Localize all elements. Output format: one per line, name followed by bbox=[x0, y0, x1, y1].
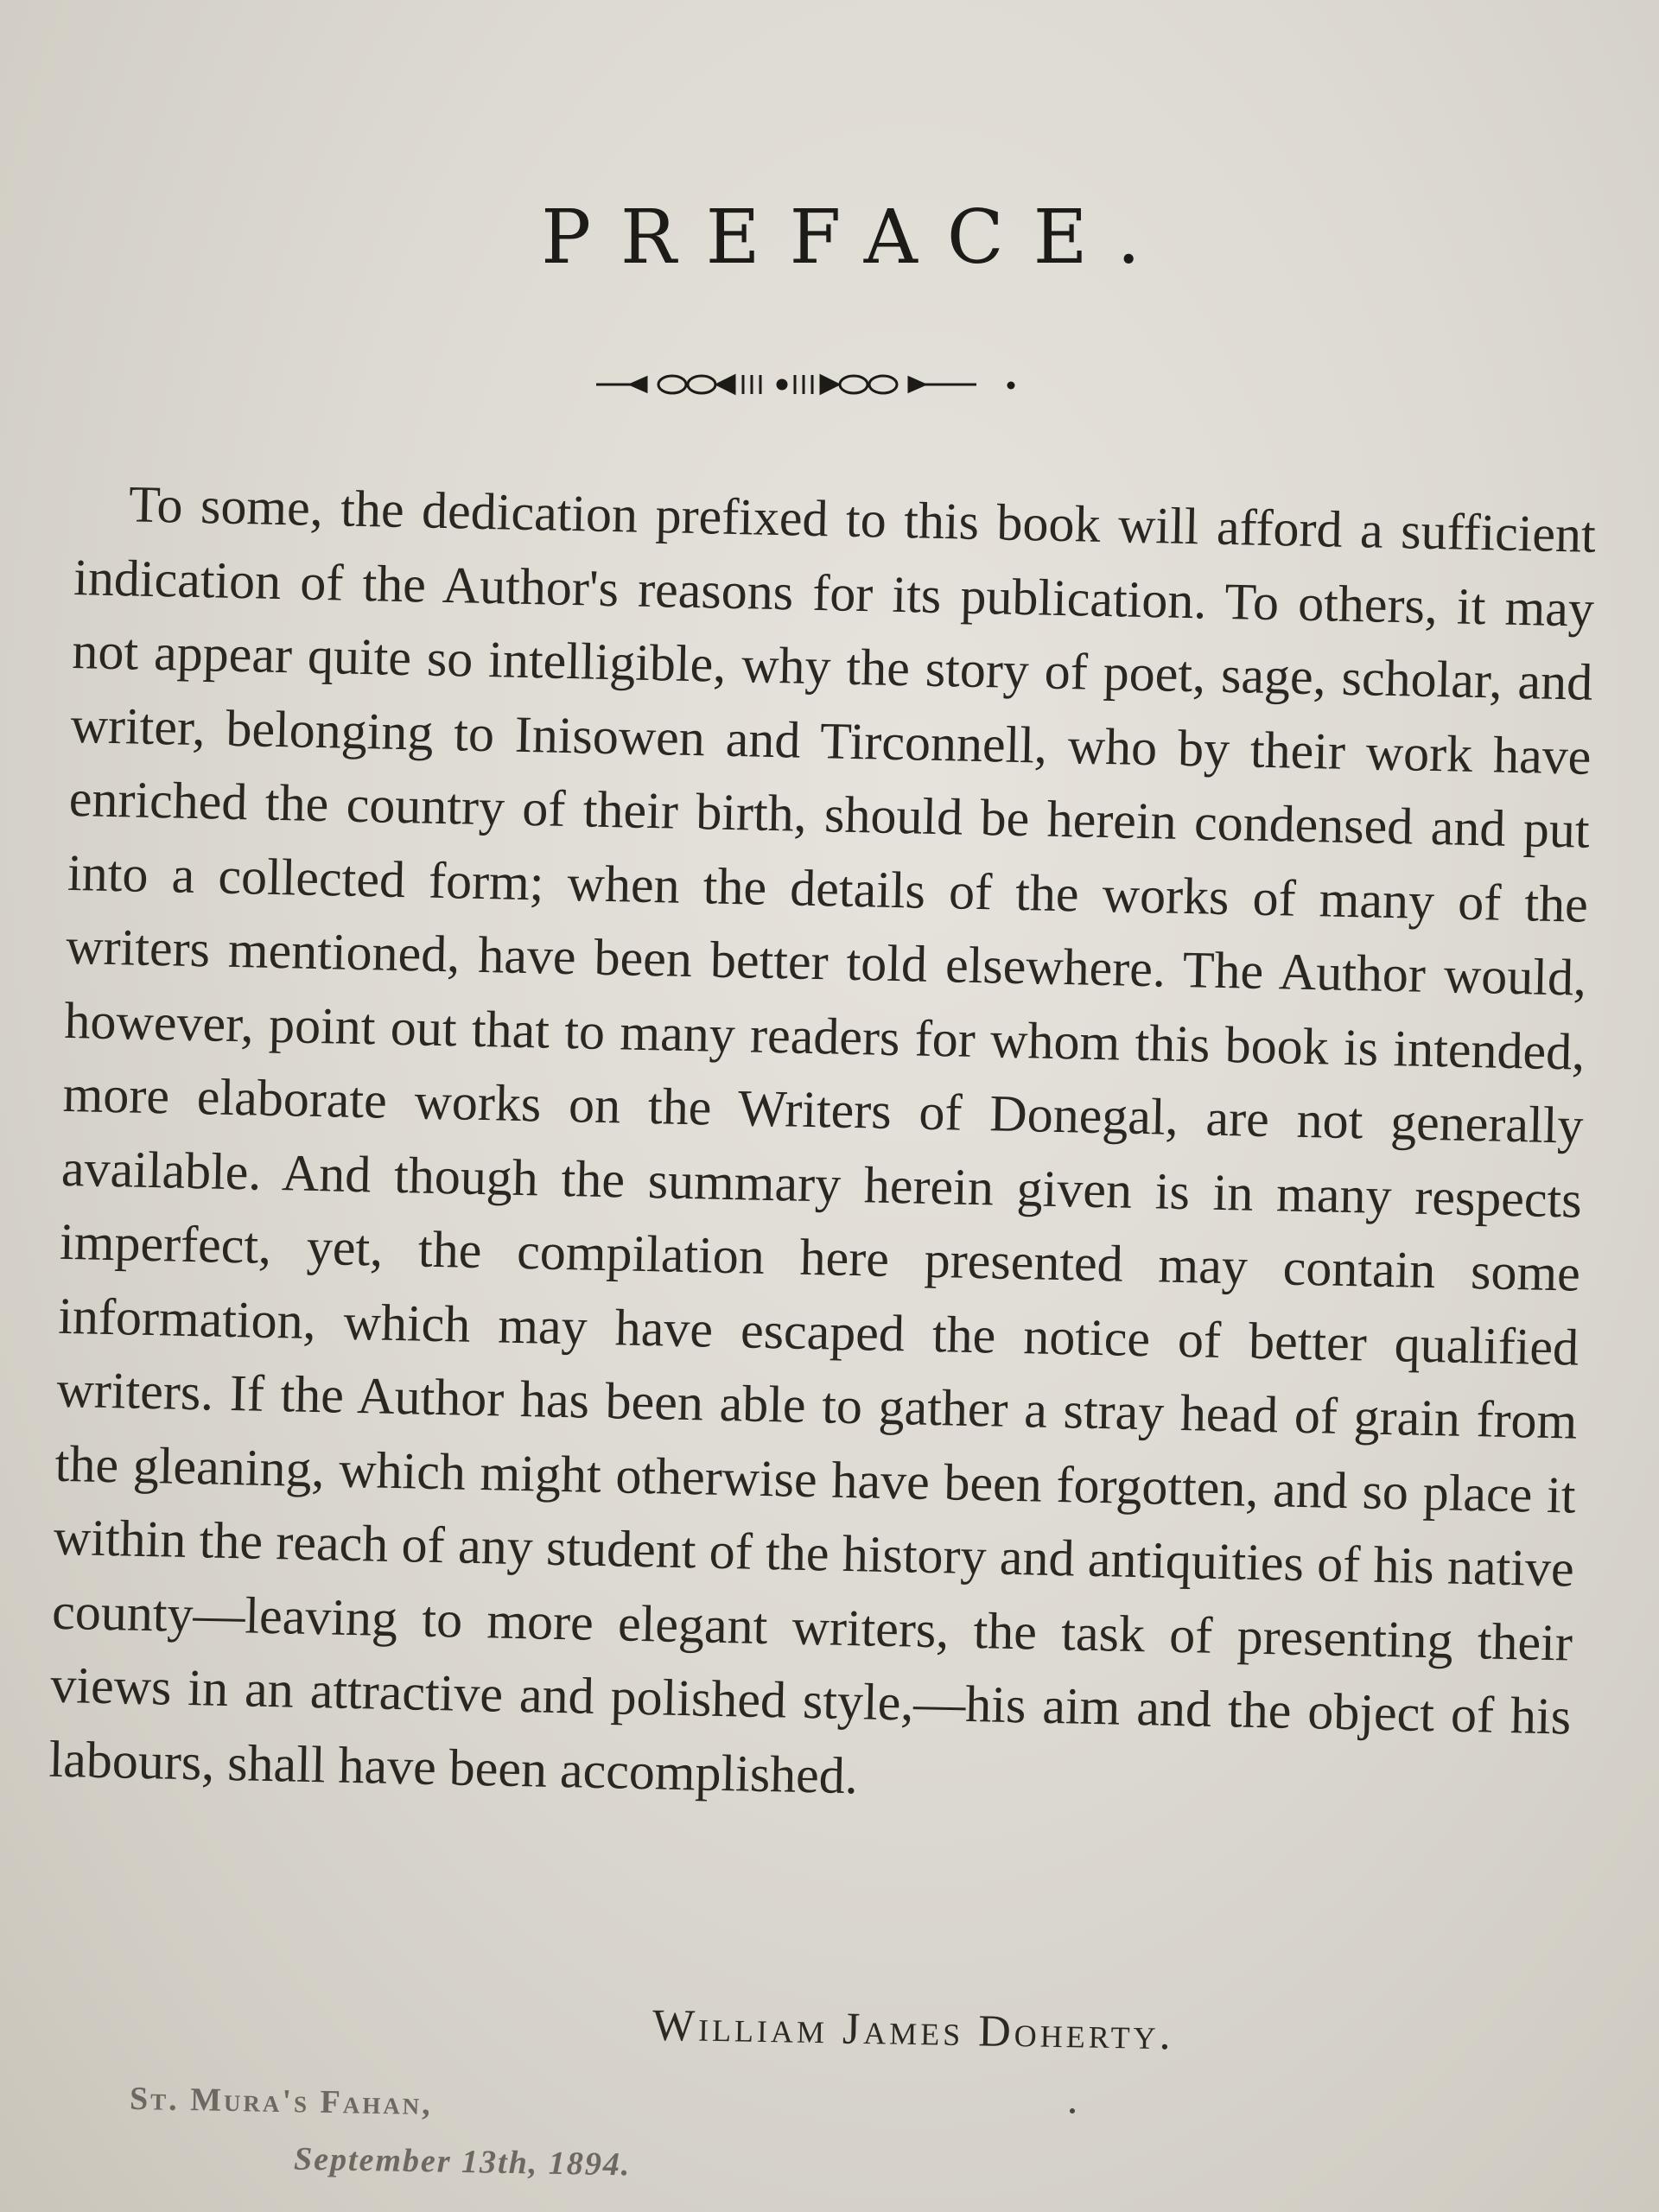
preface-body: To some, the dedication prefixed to this book will afford a sufficient indication of the Author's reasons for its publication. To others, it may not appear quite so intelligible, why the story of poet, sage, scholar, and writer, belonging to Inisowen and Tirconnell, who by their work have enriched the country of their birth, should be herein condensed and put into a collected form; when the details of the works of many of the writers mentioned, have been better told elsewhere. The Author would, however, point out that to many readers for whom this book is intended, more elaborate works on the Writers of Donegal, are not generally available. And though the summary herein given is in many respects imperfect, yet, the compilation here presented may contain some information, which may have escaped the notice of better qualified writers. If the Author has been able to gather a stray head of grain from the gleaning, which might otherwise have been forgotten, and so place it within the reach of any student of the history and antiquities of his native county—leaving to more elegant writers, the task of presenting their views in an attractive and polished style,—his aim and the object of his labours, shall have been accomplished. bbox=[48, 475, 1597, 1804]
page-title: PREFACE. bbox=[541, 194, 1170, 281]
ink-speck bbox=[1070, 2108, 1075, 2113]
date-line: September 13th, 1894. bbox=[293, 2140, 632, 2183]
place-line: St. Mura's Fahan, bbox=[129, 2080, 434, 2123]
ornament-divider bbox=[596, 363, 1046, 406]
author-signature: William James Doherty. bbox=[652, 2000, 1175, 2060]
